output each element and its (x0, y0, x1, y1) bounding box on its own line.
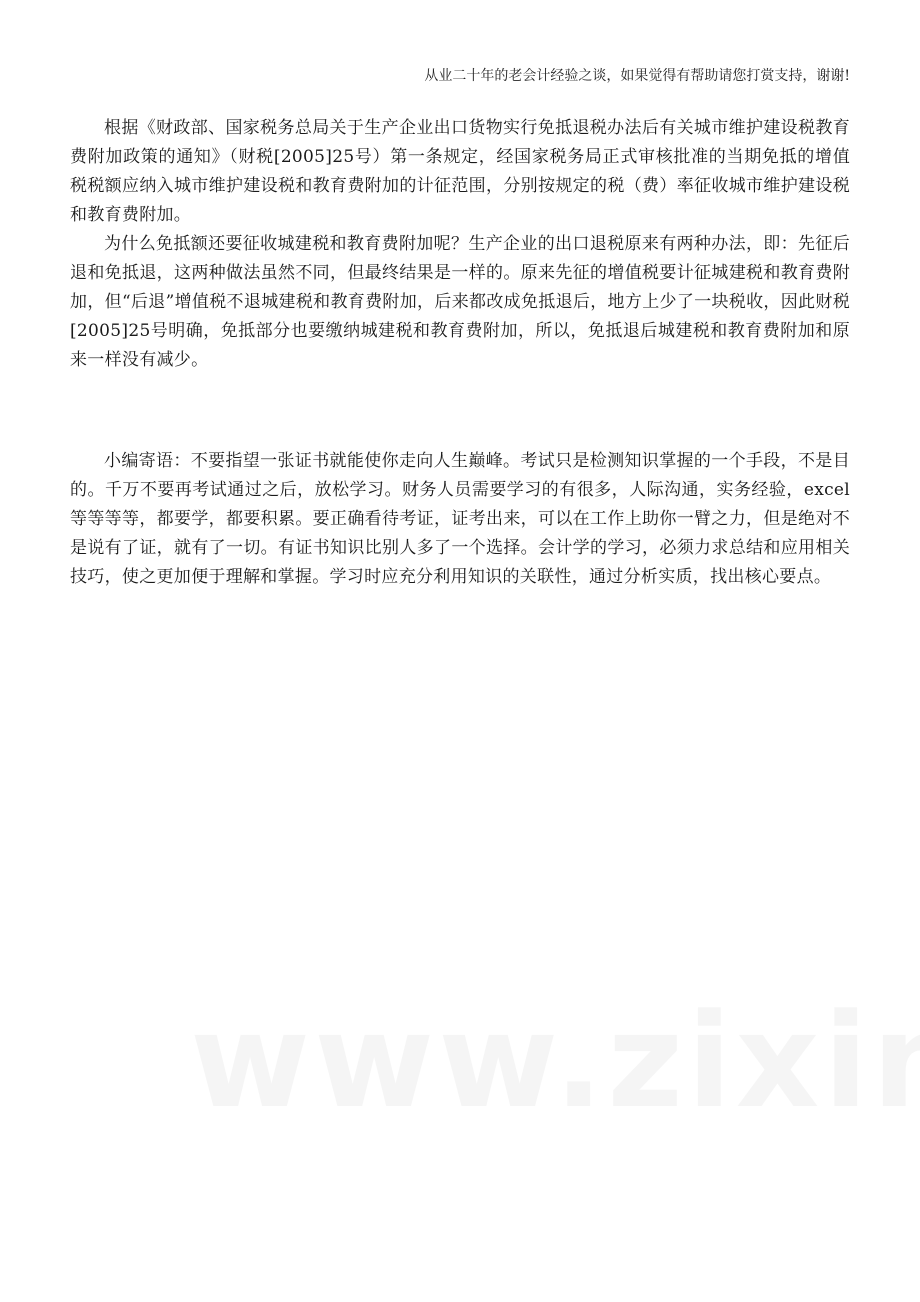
paragraph-editor-note: 小编寄语：不要指望一张证书就能使你走向人生巅峰。考试只是检测知识掌握的一个手段，不是目的。千万不要再考试通过之后，放松学习。财务人员需要学习的有很多，人际沟通，实务经验，excel等等等等，都要学，都要积累。要正确看待考证，证考出来，可以在工作上助你一臂之力，但是绝对不是说有了证，就有了一切。有证书知识比别人多了一个选择。会计学的学习，必须力求总结和应用相关技巧，使之更加便于理解和掌握。学习时应充分利用知识的关联性，通过分析实质，找出核心要点。 (70, 451, 850, 587)
document-body (70, 114, 850, 592)
header-note: 从业二十年的老会计经验之谈，如果觉得有帮助请您打赏支持，谢谢! (424, 68, 850, 84)
paragraph-explanation: 为什么免抵额还要征收城建税和教育费附加呢？生产企业的出口退税原来有两种办法，即：先征后退和免抵退，这两种做法虽然不同，但最终结果是一样的。原来先征的增值税要计征城建税和教育费附加，但“后退”增值税不退城建税和教育费附加，后来都改成免抵退后，地方上少了一块税收，因此财税[2005]25号明确，免抵部分也要缴纳城建税和教育费附加，所以，免抵退后城建税和教育费附加和原来一样没有减少。 (70, 234, 850, 370)
paragraph-policy: 根据《财政部、国家税务总局关于生产企业出口货物实行免抵退税办法后有关城市维护建设税教育费附加政策的通知》（财税[2005]25号）第一条规定，经国家税务局正式审核批准的当期免抵的增值税税额应纳入城市维护建设税和教育费附加的计征范围，分别按规定的税（费）率征收城市维护建设税和教育费附加。 (70, 118, 850, 225)
watermark (190, 985, 920, 1137)
paragraph-spacer (70, 375, 850, 447)
